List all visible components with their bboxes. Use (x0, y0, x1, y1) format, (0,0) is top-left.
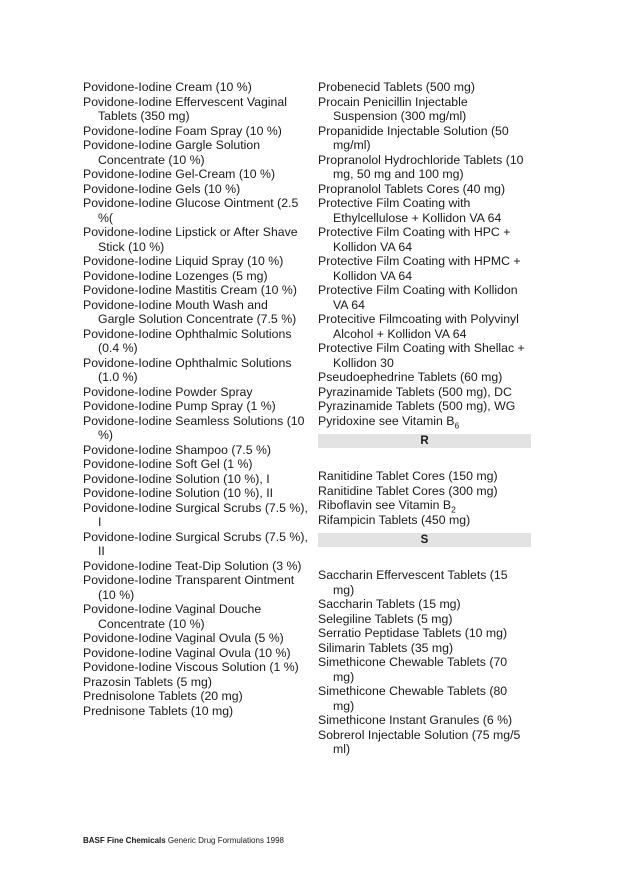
list-item: Povidone-Iodine Mouth Wash and Gargle Solution Concentrate (7.5 %) (83, 297, 297, 326)
footer-title: Generic Drug Formulations 1998 (167, 836, 284, 845)
list-item: Povidone-Iodine Ophthalmic Solutions (0.4 %) (83, 326, 292, 355)
list-item: Protective Film Coating with HPC + Kollidon VA 64 (318, 225, 511, 254)
list-item: Povidone-Iodine Solution (10 %), II (83, 486, 274, 500)
list-item: Ranitidine Tablet Cores (150 mg) (318, 469, 498, 483)
list-item: Povidone-Iodine Solution (10 %), I (83, 471, 270, 486)
list-item: Povidone-Iodine Glucose Ointment (2.5 %( (83, 196, 299, 225)
list-item: Povidone-Iodine Powder Spray (83, 384, 253, 399)
right-column (318, 80, 531, 757)
list-item: Rifampicin Tablets (450 mg) (318, 512, 471, 527)
list-item: Probenecid Tablets (500 mg) (318, 80, 475, 94)
list-item: Pseudoephedrine Tablets (60 mg) (318, 370, 503, 384)
list-item: Sobrerol Injectable Solution (75 mg/5 ml) (318, 727, 521, 756)
list-item: Simethicone Chewable Tablets (70 mg) (318, 655, 508, 684)
list-item: Povidone-Iodine Gel-Cream (10 %) (83, 167, 276, 181)
list-item: Povidone-Iodine Teat-Dip Solution (3 %) (83, 558, 302, 573)
list-item: Prednisolone Tablets (20 mg) (83, 689, 243, 703)
list-item: Protecitive Filmcoating with Polyvinyl Alcohol + Kollidon VA 64 (318, 312, 519, 341)
list-item: Povidone-Iodine Vaginal Ovula (10 %) (83, 645, 291, 660)
list-item: Povidone-Iodine Vaginal Ovula (5 %) (83, 631, 284, 645)
section-header-r: R (318, 434, 531, 448)
list-item: Selegiline Tablets (5 mg) (318, 611, 453, 626)
r-entries-after (318, 513, 531, 528)
p-entries (318, 80, 531, 414)
list-item: Povidone-Iodine Lozenges (5 mg) (83, 268, 268, 283)
list-item: Saccharin Effervescent Tablets (15 mg) (318, 568, 508, 597)
list-item: Prednisone Tablets (10 mg) (83, 703, 234, 718)
list-item: Propranolol Hydrochloride Tablets (10 mg, 50 mg and 100 mg) (318, 152, 524, 181)
list-item: Silimarin Tablets (35 mg) (318, 640, 454, 655)
list-item: Propanidide Injectable Solution (50 mg/ml) (318, 123, 509, 152)
list-item: Protective Film Coating with Ethylcellulose + Kollidon VA 64 (318, 196, 502, 225)
list-item: Ranitidine Tablet Cores (300 mg) (318, 483, 498, 498)
list-item: Simethicone Chewable Tablets (80 mg) (318, 684, 508, 713)
list-item: Pyrazinamide Tablets (500 mg), DC (318, 384, 512, 399)
s-entries (318, 568, 531, 757)
list-item: Povidone-Iodine Pump Spray (1 %) (83, 399, 276, 413)
footer-brand: BASF Fine Chemicals (83, 836, 166, 845)
list-item-riboflavin: Riboflavin see Vitamin $B_2$ (318, 498, 456, 515)
list-item: Povidone-Iodine Cream (10 %) (83, 80, 252, 94)
list-item-pyridoxine: Pyridoxine see Vitamin $B_6$ (318, 413, 460, 430)
list-item: Povidone-Iodine Mastitis Cream (10 %) (83, 283, 297, 297)
left-column (83, 80, 308, 718)
list-item: Protective Film Coating with HPMC + Kollidon VA 64 (318, 254, 521, 283)
list-item: Povidone-Iodine Vaginal Douche Concentrate (10 %) (83, 602, 262, 631)
list-item: Povidone-Iodine Soft Gel (1 %) (83, 457, 253, 471)
list-item: Povidone-Iodine Gargle Solution Concentrate (10 %) (83, 138, 261, 167)
list-item: Povidone-Iodine Shampoo (7.5 %) (83, 442, 271, 457)
list-item: Povidone-Iodine Ophthalmic Solutions (1.0 %) (83, 355, 292, 384)
list-item: Saccharin Tablets (15 mg) (318, 597, 461, 611)
list-item: Propranolol Tablets Cores (40 mg) (318, 181, 506, 196)
page-footer (83, 836, 284, 845)
list-item: Serratio Peptidase Tablets (10 mg) (318, 626, 508, 640)
list-item: Pyrazinamide Tablets (500 mg), WG (318, 399, 516, 413)
list-item: Povidone-Iodine Effervescent Vaginal Tablets (350 mg) (83, 94, 287, 123)
list-item: Protective Film Coating with Kollidon VA 64 (318, 283, 518, 312)
list-item: Povidone-Iodine Gels (10 %) (83, 181, 241, 196)
r-entries (318, 469, 531, 498)
list-item: Povidone-Iodine Seamless Solutions (10 %) (83, 413, 305, 442)
list-item: Prazosin Tablets (5 mg) (83, 674, 212, 689)
list-item: Povidone-Iodine Viscous Solution (1 %) (83, 660, 299, 674)
section-header-s: S (318, 533, 531, 547)
list-item: Povidone-Iodine Surgical Scrubs (7.5 %), II (83, 529, 308, 558)
list-item: Povidone-Iodine Surgical Scrubs (7.5 %), I (83, 500, 308, 529)
list-item: Protective Film Coating with Shellac + Kollidon 30 (318, 341, 525, 370)
list-item: Povidone-Iodine Liquid Spray (10 %) (83, 254, 284, 268)
list-item: Simethicone Instant Granules (6 %) (318, 713, 513, 727)
list-item: Povidone-Iodine Transparent Ointment (10 %) (83, 573, 295, 602)
list-item: Povidone-Iodine Lipstick or After Shave Stick (10 %) (83, 225, 298, 254)
list-item: Procain Penicillin Injectable Suspension (300 mg/ml) (318, 94, 468, 123)
list-item: Povidone-Iodine Foam Spray (10 %) (83, 123, 282, 138)
